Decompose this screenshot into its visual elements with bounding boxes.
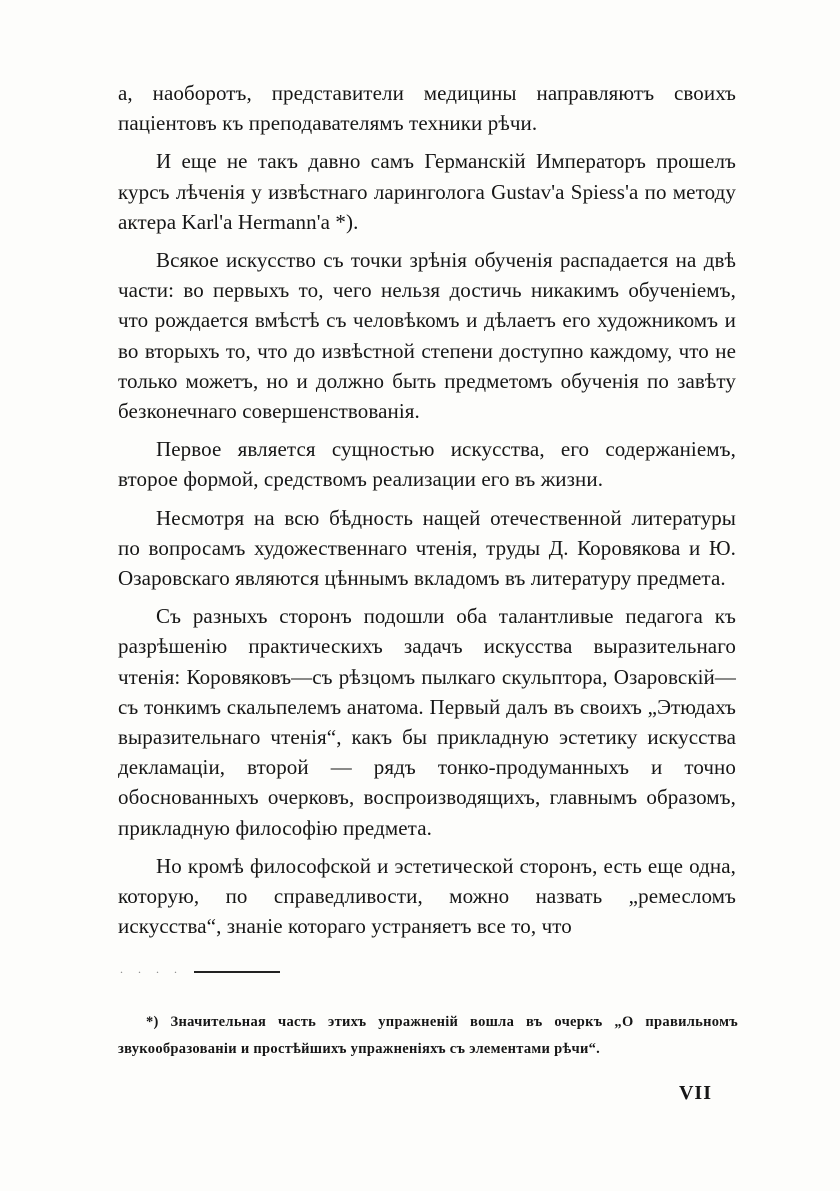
body-text bbox=[118, 78, 736, 949]
footnote-dots: . . . . bbox=[120, 962, 183, 976]
paragraph-continuation: а, наоборотъ, представители медицины направляютъ своихъ паціентовъ къ преподавателямъ техники рѣчи. bbox=[118, 81, 736, 136]
footnote: *) Значительная часть этихъ упражненій вошла въ очеркъ „О правильномъ звукообразованіи и простѣйшихъ упражненіяхъ съ элементами рѣчи“. bbox=[118, 1013, 738, 1057]
paragraph-craft: Но кромѣ философской и эстетической сторонъ, есть еще одна, которую, по справедливости, можно назвать „ремесломъ искусства“, знаніе котораго устраняетъ все то, что bbox=[118, 853, 736, 939]
footnote-divider bbox=[194, 971, 280, 973]
paragraph-art-training: Всякое искусство съ точки зрѣнія обученія распадается на двѣ части: во первыхъ то, чего нельзя достичь никакимъ обученіемъ, что рождается вмѣстѣ съ человѣкомъ и дѣлаетъ его художникомъ и во вторыхъ то, что до извѣстной степени доступно каждому, что не только можетъ, но и должно быть предметомъ обученія по завѣту безконечнаго совершенствованія. bbox=[118, 248, 736, 424]
paragraph-emperor: И еще не такъ давно самъ Германскій Императоръ прошелъ курсъ лѣченія у извѣстнаго ларинголога Gustav'a Spiess'a по методу актера Karl'a Hermann'a *). bbox=[118, 149, 736, 234]
paragraph-pedagogues: Съ разныхъ сторонъ подошли оба талантливые педагога къ разрѣшенію практическихъ задачъ искусства выразительнаго чтенія: Коровяковъ—съ рѣзцомъ пылкаго скульптора, Озаровскій—съ тонкимъ скальпелемъ анатома. Первый далъ въ своихъ „Этюдахъ выразительнаго чтенія“, какъ бы прикладную эстетику искусства декламаціи, второй — рядъ тонко-продуманныхъ и точно обоснованныхъ очерковъ, воспроизводящихъ, главнымъ образомъ, прикладную философію предмета. bbox=[118, 604, 736, 840]
paragraph-essence: Первое является сущностью искусства, его содержаніемъ, второе формой, средствомъ реализации его въ жизни. bbox=[118, 437, 736, 492]
page-number: VII bbox=[678, 1082, 712, 1104]
paragraph-literature: Несмотря на всю бѣдность нащей отечественной литературы по вопросамъ художественнаго чтенія, труды Д. Коровякова и Ю. Озаровскаго являются цѣннымъ вкладомъ въ литературу предмета. bbox=[118, 505, 736, 591]
